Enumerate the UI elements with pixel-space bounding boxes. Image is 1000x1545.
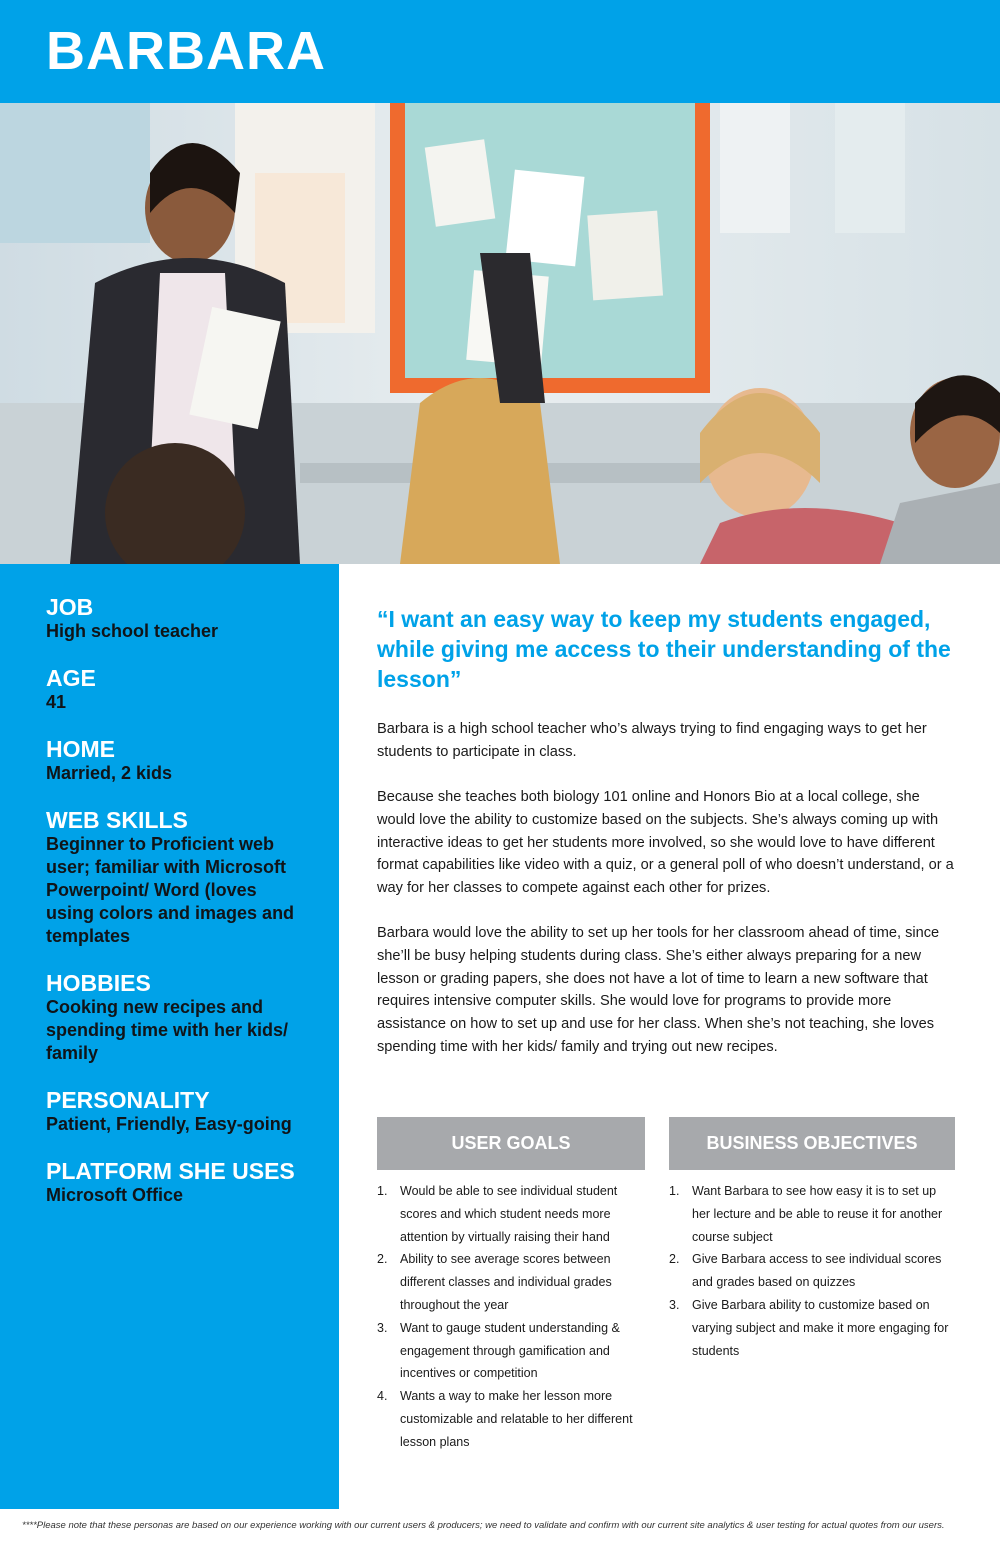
profile-field-age [46,665,309,714]
profile-field-platform [46,1158,309,1207]
profile-value: High school teacher [46,621,219,641]
profile-field-web-skills [46,807,309,948]
list-item: 3. Want to gauge student understanding & engagement through gamification and incentives or competition [377,1320,620,1381]
business-objectives-list [669,1180,955,1362]
profile-label: WEB SKILLS [46,807,188,833]
user-goals-section [377,1117,645,1454]
header-banner [0,0,1000,103]
description-paragraph: Barbara is a high school teacher who’s always trying to find engaging ways to get her students to participate in class. [377,721,927,760]
persona-name: BARBARA [46,21,326,81]
classroom-photo-illustration [0,103,1000,564]
footnote: ****Please note that these personas are based on our experience working with our current users & producers; we need to validate and confirm with our current site analytics & user testing for actual quotes from our users. [22,1520,945,1531]
profile-value: Cooking new recipes and spending time with her kids/ family [46,997,289,1063]
business-objectives-title: BUSINESS OBJECTIVES [669,1117,955,1170]
user-goals-list [377,1180,645,1454]
profile-value: Beginner to Proficient web user; familiar with Microsoft Powerpoint/ Word (loves using colors and images and templates [46,834,295,946]
profile-label: AGE [46,665,96,691]
profile-label: PLATFORM SHE USES [46,1158,295,1184]
persona-description [377,604,957,1081]
profile-field-home [46,736,309,785]
profile-sidebar [0,564,339,1509]
profile-value: Married, 2 kids [46,763,173,783]
list-item: 2. Ability to see average scores between different classes and individual grades throughout the year [377,1252,612,1312]
profile-value: Microsoft Office [46,1185,184,1205]
list-item: 3. Give Barbara ability to customize based on varying subject and make it more engaging for students [669,1297,949,1358]
user-goals-title: USER GOALS [377,1117,645,1170]
profile-label: HOBBIES [46,970,151,996]
business-objectives-section [669,1117,955,1362]
list-item: 1. Would be able to see individual student scores and which student needs more attention by virtually raising their hand [377,1184,618,1244]
profile-label: JOB [46,594,94,620]
description-paragraph: Because she teaches both biology 101 online and Honors Bio at a local college, she would love the ability to customize based on the subjects. She’s always coming up with interactive ideas to get her students more involved, so she would love to have different format capabilities like video with a quiz, or a general poll of who doesn’t understand, or a way for her classes to compete against each other for prizes. [377,789,954,896]
profile-field-hobbies [46,970,309,1065]
persona-quote: “I want an easy way to keep my students engaged, while giving me access to their understanding of the lesson” [377,606,951,692]
profile-field-job [46,594,309,643]
list-item: 4. Wants a way to make her lesson more customizable and relatable to her different lesson plans [377,1389,633,1449]
profile-value: 41 [46,692,67,712]
profile-value: Patient, Friendly, Easy-going [46,1114,292,1134]
list-item: 2. Give Barbara access to see individual scores and grades based on quizzes [669,1252,942,1290]
list-item: 1. Want Barbara to see how easy it is to set up her lecture and be able to reuse it for another course subject [669,1184,943,1244]
profile-label: PERSONALITY [46,1087,210,1113]
profile-field-personality [46,1087,309,1136]
classroom-photo [0,103,1000,564]
profile-label: HOME [46,736,115,762]
description-paragraph: Barbara would love the ability to set up her tools for her classroom ahead of time, since she’ll be busy helping students during class. She’s either always preparing for a new lesson or grading papers, she does not have a lot of time to learn a new software that requires intensive computer skills. She would love for programs to provide more assistance on how to set up and use for her class. When she’s not teaching, she loves spending time with her kids/ family and trying out new recipes. [377,925,940,1055]
